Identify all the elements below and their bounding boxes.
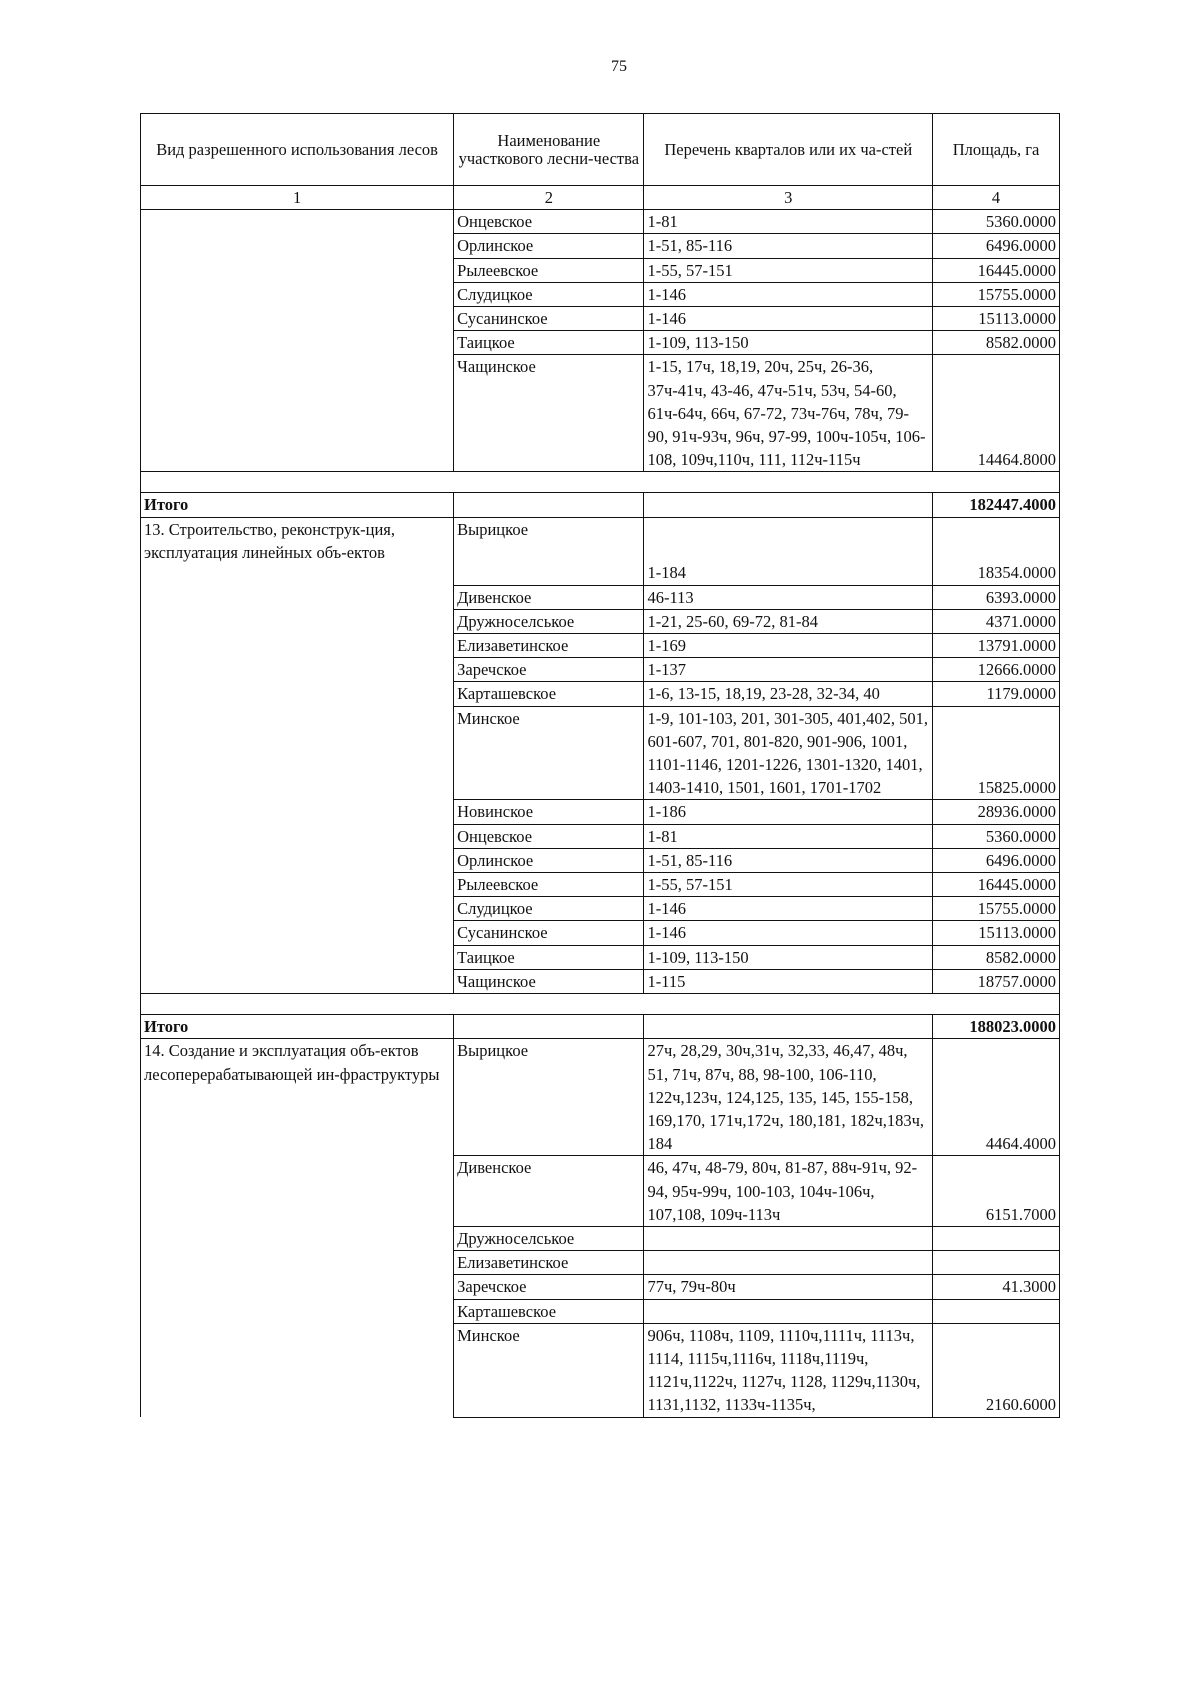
- quarters-list: 1-184: [644, 517, 933, 585]
- forestry-name: Таицкое: [454, 331, 644, 355]
- spacer-cell: [141, 472, 1060, 493]
- forestry-name: Минское: [454, 1323, 644, 1417]
- quarters-list: 46-113: [644, 585, 933, 609]
- use-type-cell: 13. Строительство, реконструк-ция, эксплуатация линейных объ-ектов: [141, 517, 454, 800]
- area-value: 5360.0000: [933, 210, 1060, 234]
- area-value: 8582.0000: [933, 331, 1060, 355]
- quarters-list: 906ч, 1108ч, 1109, 1110ч,1111ч, 1113ч, 1114, 1115ч,1116ч, 1118ч,1119ч, 1121ч,1122ч, 1127ч, 1128, 1129ч,1130ч, 1131,1132, 1133ч-1135ч,: [644, 1323, 933, 1417]
- forestry-name: Орлинское: [454, 848, 644, 872]
- forestry-name: Таицкое: [454, 945, 644, 969]
- area-value: [933, 1299, 1060, 1323]
- quarters-list: [644, 1299, 933, 1323]
- total-empty: [644, 1015, 933, 1039]
- forestry-name: Сусанинское: [454, 307, 644, 331]
- spacer-row: [141, 472, 1060, 493]
- header-forestry: Наименование участкового лесни-чества: [454, 114, 644, 186]
- area-value: 1179.0000: [933, 682, 1060, 706]
- table-row: [141, 210, 1060, 234]
- quarters-list: 1-55, 57-151: [644, 873, 933, 897]
- forestry-name: Дивенское: [454, 1156, 644, 1227]
- quarters-list: 1-109, 113-150: [644, 945, 933, 969]
- quarters-list: 1-21, 25-60, 69-72, 81-84: [644, 609, 933, 633]
- area-value: [933, 1226, 1060, 1250]
- quarters-list: 1-9, 101-103, 201, 301-305, 401,402, 501, 601-607, 701, 801-820, 901-906, 1001, 1101-1146, 1201-1226, 1301-1320, 1401, 1403-1410, 1501, 1601, 1701-1702: [644, 706, 933, 800]
- area-value: 2160.6000: [933, 1323, 1060, 1417]
- quarters-list: 1-6, 13-15, 18,19, 23-28, 32-34, 40: [644, 682, 933, 706]
- area-value: 18757.0000: [933, 969, 1060, 993]
- area-value: 6151.7000: [933, 1156, 1060, 1227]
- forestry-name: Новинское: [454, 800, 644, 824]
- column-number: 3: [644, 186, 933, 210]
- quarters-list: 1-55, 57-151: [644, 258, 933, 282]
- total-row: [141, 1015, 1060, 1039]
- quarters-list: 77ч, 79ч-80ч: [644, 1275, 933, 1299]
- column-number: 2: [454, 186, 644, 210]
- forestry-name: Орлинское: [454, 234, 644, 258]
- forestry-name: Слудицкое: [454, 897, 644, 921]
- area-value: 4464.4000: [933, 1039, 1060, 1156]
- forestry-name: Заречское: [454, 1275, 644, 1299]
- area-value: 15755.0000: [933, 897, 1060, 921]
- table-row: [141, 800, 1060, 824]
- quarters-list: 1-146: [644, 897, 933, 921]
- forestry-name: Дивенское: [454, 585, 644, 609]
- area-value: 15113.0000: [933, 921, 1060, 945]
- spacer-cell: [141, 994, 1060, 1015]
- quarters-list: 1-169: [644, 634, 933, 658]
- forestry-name: Вырицкое: [454, 517, 644, 585]
- header-use-type: Вид разрешенного использования лесов: [141, 114, 454, 186]
- header-row: [141, 114, 1060, 186]
- column-number-row: [141, 186, 1060, 210]
- area-value: 15113.0000: [933, 307, 1060, 331]
- forestry-name: Минское: [454, 706, 644, 800]
- total-area: 182447.4000: [933, 493, 1060, 517]
- area-value: 13791.0000: [933, 634, 1060, 658]
- column-number: 1: [141, 186, 454, 210]
- quarters-list: 1-15, 17ч, 18,19, 20ч, 25ч, 26-36, 37ч-41ч, 43-46, 47ч-51ч, 53ч, 54-60, 61ч-64ч, 66ч, 67-72, 73ч-76ч, 78ч, 79-90, 91ч-93ч, 96ч, 97-99, 100ч-105ч, 106-108, 109ч,110ч, 111, 112ч-115ч: [644, 355, 933, 472]
- quarters-list: 1-146: [644, 921, 933, 945]
- quarters-list: 1-137: [644, 658, 933, 682]
- area-value: 6393.0000: [933, 585, 1060, 609]
- forestry-name: Заречское: [454, 658, 644, 682]
- table-row: [141, 1039, 1060, 1156]
- forestry-name: Чащинское: [454, 969, 644, 993]
- total-area: 188023.0000: [933, 1015, 1060, 1039]
- forestry-name: Елизаветинское: [454, 634, 644, 658]
- use-type-cell: [141, 210, 454, 472]
- forestry-name: Сусанинское: [454, 921, 644, 945]
- quarters-list: 1-51, 85-116: [644, 234, 933, 258]
- use-type-cell: 14. Создание и эксплуатация объ-ектов лесоперерабатывающей ин-фраструктуры: [141, 1039, 454, 1417]
- quarters-list: 1-51, 85-116: [644, 848, 933, 872]
- quarters-list: 1-186: [644, 800, 933, 824]
- header-area: Площадь, га: [933, 114, 1060, 186]
- area-value: [933, 1251, 1060, 1275]
- forestry-name: Рылеевское: [454, 873, 644, 897]
- header-quarters: Перечень кварталов или их ча-стей: [644, 114, 933, 186]
- quarters-list: 1-81: [644, 824, 933, 848]
- forestry-name: Дружноселськое: [454, 1226, 644, 1250]
- quarters-list: 46, 47ч, 48-79, 80ч, 81-87, 88ч-91ч, 92-94, 95ч-99ч, 100-103, 104ч-106ч, 107,108, 109ч-113ч: [644, 1156, 933, 1227]
- area-value: 8582.0000: [933, 945, 1060, 969]
- page-number: 75: [611, 58, 627, 75]
- area-value: 6496.0000: [933, 234, 1060, 258]
- area-value: 14464.8000: [933, 355, 1060, 472]
- total-label: Итого: [141, 493, 454, 517]
- forestry-name: Чащинское: [454, 355, 644, 472]
- forestry-name: Карташевское: [454, 682, 644, 706]
- quarters-list: 1-81: [644, 210, 933, 234]
- forestry-name: Онцевское: [454, 824, 644, 848]
- forestry-name: Рылеевское: [454, 258, 644, 282]
- area-value: 5360.0000: [933, 824, 1060, 848]
- area-value: 4371.0000: [933, 609, 1060, 633]
- total-empty: [454, 1015, 644, 1039]
- quarters-list: 1-115: [644, 969, 933, 993]
- area-value: 12666.0000: [933, 658, 1060, 682]
- forestry-name: Онцевское: [454, 210, 644, 234]
- total-empty: [454, 493, 644, 517]
- area-value: 15825.0000: [933, 706, 1060, 800]
- area-value: 28936.0000: [933, 800, 1060, 824]
- quarters-list: 1-146: [644, 282, 933, 306]
- forestry-name: Дружноселськое: [454, 609, 644, 633]
- forestry-name: Карташевское: [454, 1299, 644, 1323]
- area-value: 15755.0000: [933, 282, 1060, 306]
- area-value: 41.3000: [933, 1275, 1060, 1299]
- forestry-name: Елизаветинское: [454, 1251, 644, 1275]
- use-type-cell: [141, 800, 454, 994]
- spacer-row: [141, 994, 1060, 1015]
- area-value: 18354.0000: [933, 517, 1060, 585]
- forestry-name: Слудицкое: [454, 282, 644, 306]
- area-value: 16445.0000: [933, 873, 1060, 897]
- area-value: 16445.0000: [933, 258, 1060, 282]
- quarters-list: [644, 1251, 933, 1275]
- quarters-list: 1-146: [644, 307, 933, 331]
- quarters-list: 27ч, 28,29, 30ч,31ч, 32,33, 46,47, 48ч, 51, 71ч, 87ч, 88, 98-100, 106-110, 122ч,123ч, 124,125, 135, 145, 155-158, 169,170, 171ч,172ч, 180,181, 182ч,183ч, 184: [644, 1039, 933, 1156]
- quarters-list: 1-109, 113-150: [644, 331, 933, 355]
- table-row: [141, 517, 1060, 585]
- column-number: 4: [933, 186, 1060, 210]
- quarters-list: [644, 1226, 933, 1250]
- forestry-name: Вырицкое: [454, 1039, 644, 1156]
- forest-use-table: [140, 113, 1060, 1418]
- area-value: 6496.0000: [933, 848, 1060, 872]
- total-row: [141, 493, 1060, 517]
- total-empty: [644, 493, 933, 517]
- total-label: Итого: [141, 1015, 454, 1039]
